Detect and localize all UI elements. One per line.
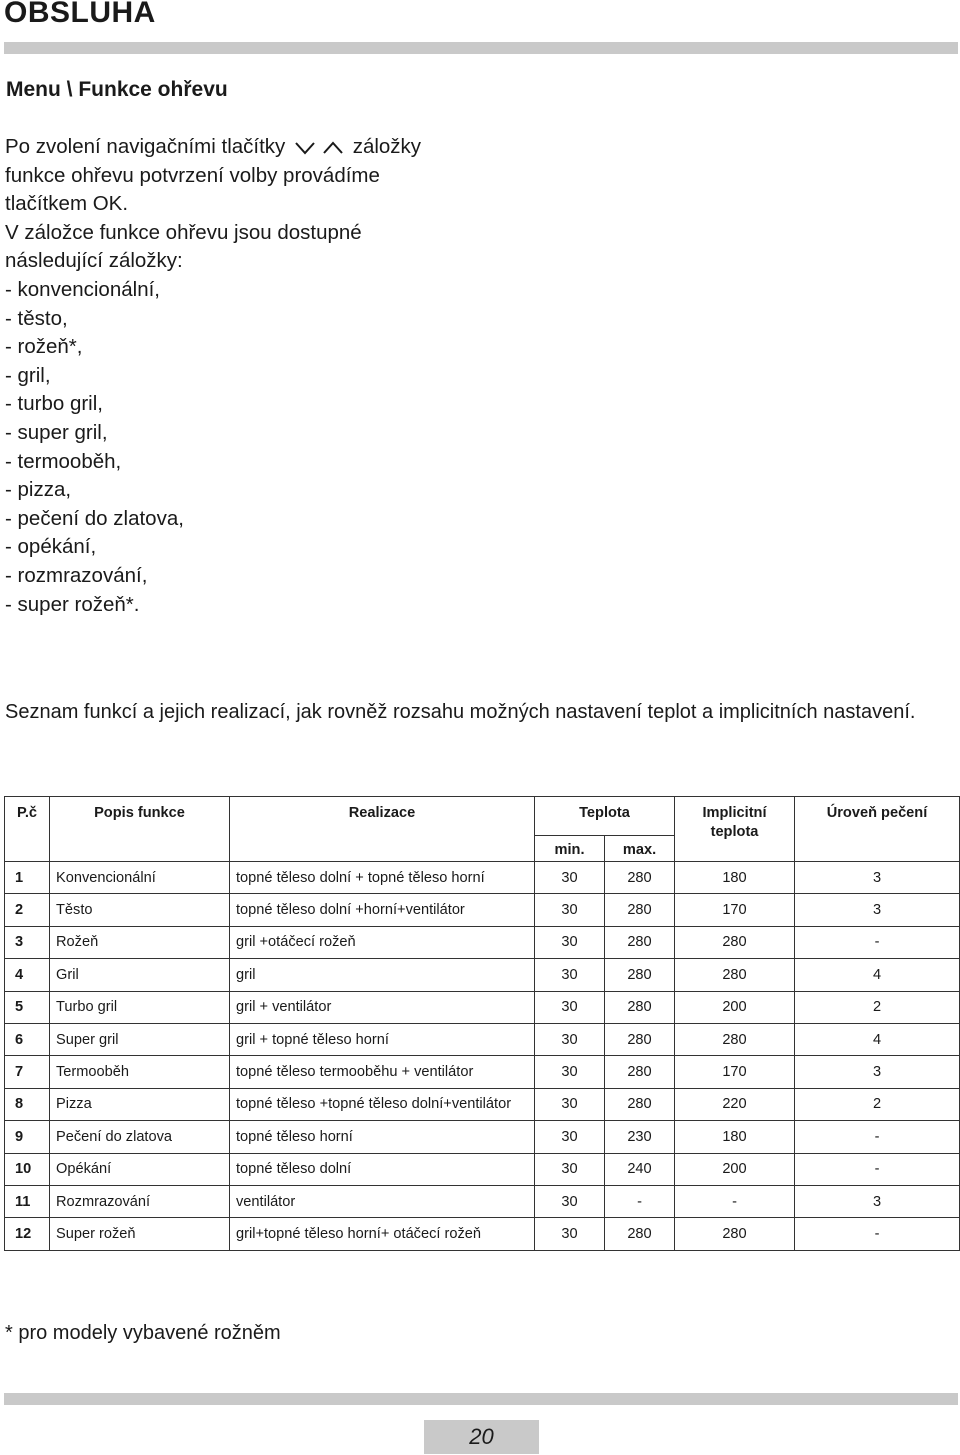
- cell-min: 30: [535, 959, 605, 991]
- cell-level: 3: [795, 862, 960, 894]
- intro-line: - pizza,: [5, 478, 72, 502]
- cell-max: 280: [605, 1088, 675, 1120]
- cell-max: 280: [605, 1218, 675, 1250]
- table-row: [5, 894, 960, 926]
- cell-default-temp: -: [675, 1185, 795, 1217]
- cell-no: 8: [5, 1088, 50, 1120]
- intro-line: funkce ohřevu potvrzení volby provádíme: [5, 163, 380, 187]
- heating-functions-table: [4, 796, 960, 1251]
- cell-default-temp: 170: [675, 894, 795, 926]
- cell-max: 280: [605, 926, 675, 958]
- cell-no: 11: [5, 1185, 50, 1217]
- cell-level: 4: [795, 1023, 960, 1055]
- cell-no: 10: [5, 1153, 50, 1185]
- cell-realization: gril+topné těleso horní+ otáčecí rožeň: [230, 1218, 535, 1250]
- cell-no: 2: [5, 894, 50, 926]
- cell-no: 1: [5, 862, 50, 894]
- cell-min: 30: [535, 1218, 605, 1250]
- cell-max: 280: [605, 1023, 675, 1055]
- cell-min: 30: [535, 1056, 605, 1088]
- cell-max: 280: [605, 894, 675, 926]
- cell-function: Pečení do zlatova: [50, 1121, 230, 1153]
- intro-line: - rozmrazování,: [5, 563, 148, 587]
- cell-level: -: [795, 1121, 960, 1153]
- cell-max: 280: [605, 862, 675, 894]
- intro-line: - turbo gril,: [5, 392, 103, 416]
- table-row: [5, 1088, 960, 1120]
- intro-text: [5, 133, 475, 619]
- intro-line: následující záložky:: [5, 249, 183, 273]
- cell-min: 30: [535, 1121, 605, 1153]
- cell-level: 3: [795, 894, 960, 926]
- header-function: Popis funkce: [50, 797, 230, 862]
- cell-realization: topné těleso dolní +horní+ventilátor: [230, 894, 535, 926]
- cell-function: Rozmrazování: [50, 1185, 230, 1217]
- cell-min: 30: [535, 1153, 605, 1185]
- cell-no: 4: [5, 959, 50, 991]
- header-level: Úroveň pečení: [795, 797, 960, 862]
- cell-level: 3: [795, 1056, 960, 1088]
- cell-level: 4: [795, 959, 960, 991]
- cell-function: Opékání: [50, 1153, 230, 1185]
- cell-realization: gril + ventilátor: [230, 991, 535, 1023]
- cell-realization: topné těleso horní: [230, 1121, 535, 1153]
- cell-function: Pizza: [50, 1088, 230, 1120]
- cell-function: Konvencionální: [50, 862, 230, 894]
- header-realization: Realizace: [230, 797, 535, 862]
- cell-function: Super rožeň: [50, 1218, 230, 1250]
- cell-no: 3: [5, 926, 50, 958]
- chevron-down-icon: [294, 140, 316, 156]
- cell-realization: topné těleso dolní: [230, 1153, 535, 1185]
- cell-realization: gril + topné těleso horní: [230, 1023, 535, 1055]
- cell-min: 30: [535, 1088, 605, 1120]
- intro-line: - těsto,: [5, 306, 68, 330]
- intro-line: - gril,: [5, 363, 51, 387]
- cell-default-temp: 280: [675, 1023, 795, 1055]
- intro-line-1: [5, 133, 475, 162]
- table-row: [5, 862, 960, 894]
- cell-default-temp: 220: [675, 1088, 795, 1120]
- cell-max: 240: [605, 1153, 675, 1185]
- chevron-up-icon: [322, 140, 344, 156]
- intro-line: - pečení do zlatova,: [5, 506, 184, 530]
- intro-line: - super gril,: [5, 420, 108, 444]
- cell-realization: ventilátor: [230, 1185, 535, 1217]
- table-row: [5, 1023, 960, 1055]
- cell-max: -: [605, 1185, 675, 1217]
- page-title: OBSLUHA: [4, 0, 156, 29]
- cell-level: -: [795, 926, 960, 958]
- cell-default-temp: 280: [675, 926, 795, 958]
- cell-max: 280: [605, 959, 675, 991]
- cell-max: 230: [605, 1121, 675, 1153]
- cell-default-temp: 180: [675, 862, 795, 894]
- cell-default-temp: 280: [675, 1218, 795, 1250]
- cell-no: 12: [5, 1218, 50, 1250]
- cell-realization: topné těleso termooběhu + ventilátor: [230, 1056, 535, 1088]
- cell-level: -: [795, 1218, 960, 1250]
- cell-level: 2: [795, 991, 960, 1023]
- intro-line: tlačítkem OK.: [5, 192, 129, 216]
- cell-min: 30: [535, 1185, 605, 1217]
- cell-min: 30: [535, 1023, 605, 1055]
- footnote: * pro modely vybavené rožněm: [5, 1322, 281, 1344]
- intro-line: - rožeň*,: [5, 335, 83, 359]
- cell-function: Rožeň: [50, 926, 230, 958]
- cell-realization: gril: [230, 959, 535, 991]
- cell-no: 6: [5, 1023, 50, 1055]
- table-row: [5, 1185, 960, 1217]
- table-row: [5, 1121, 960, 1153]
- cell-no: 7: [5, 1056, 50, 1088]
- cell-realization: gril +otáčecí rožeň: [230, 926, 535, 958]
- intro-line: - opékání,: [5, 535, 97, 559]
- cell-default-temp: 200: [675, 991, 795, 1023]
- cell-min: 30: [535, 894, 605, 926]
- cell-function: Termooběh: [50, 1056, 230, 1088]
- cell-max: 280: [605, 1056, 675, 1088]
- cell-function: Těsto: [50, 894, 230, 926]
- footer-rule: [4, 1393, 958, 1405]
- table-row: [5, 1056, 960, 1088]
- cell-function: Gril: [50, 959, 230, 991]
- table-row: [5, 926, 960, 958]
- header-temperature: Teplota: [535, 797, 675, 836]
- cell-function: Super gril: [50, 1023, 230, 1055]
- cell-min: 30: [535, 991, 605, 1023]
- header-no: P.č: [5, 797, 50, 862]
- cell-default-temp: 170: [675, 1056, 795, 1088]
- cell-min: 30: [535, 862, 605, 894]
- cell-default-temp: 180: [675, 1121, 795, 1153]
- cell-min: 30: [535, 926, 605, 958]
- cell-default-temp: 280: [675, 959, 795, 991]
- table-description: Seznam funkcí a jejich realizací, jak rovněž rozsahu možných nastavení teplot a implicitních nastavení.: [5, 701, 916, 723]
- cell-max: 280: [605, 991, 675, 1023]
- table-row: [5, 991, 960, 1023]
- cell-no: 5: [5, 991, 50, 1023]
- cell-default-temp: 200: [675, 1153, 795, 1185]
- intro-line: - konvencionální,: [5, 277, 160, 301]
- cell-realization: topné těleso dolní + topné těleso horní: [230, 862, 535, 894]
- header-rule: [4, 42, 958, 54]
- table-row: [5, 1153, 960, 1185]
- intro-line-1-end: záložky: [352, 135, 422, 158]
- section-title: Menu \ Funkce ohřevu: [6, 78, 228, 101]
- cell-realization: topné těleso +topné těleso dolní+ventilátor: [230, 1088, 535, 1120]
- header-max: max.: [605, 836, 675, 862]
- table-row: [5, 959, 960, 991]
- intro-line-1-start: Po zvolení navigačními tlačítky: [5, 135, 286, 158]
- intro-line: - super rožeň*.: [5, 592, 140, 616]
- cell-level: 2: [795, 1088, 960, 1120]
- cell-function: Turbo gril: [50, 991, 230, 1023]
- cell-level: 3: [795, 1185, 960, 1217]
- intro-line: V záložce funkce ohřevu jsou dostupné: [5, 220, 362, 244]
- intro-line: - termooběh,: [5, 449, 122, 473]
- header-default-temp: Implicitní teplota: [675, 797, 795, 862]
- table-row: [5, 1218, 960, 1250]
- cell-no: 9: [5, 1121, 50, 1153]
- page-number: 20: [424, 1420, 539, 1454]
- cell-level: -: [795, 1153, 960, 1185]
- header-min: min.: [535, 836, 605, 862]
